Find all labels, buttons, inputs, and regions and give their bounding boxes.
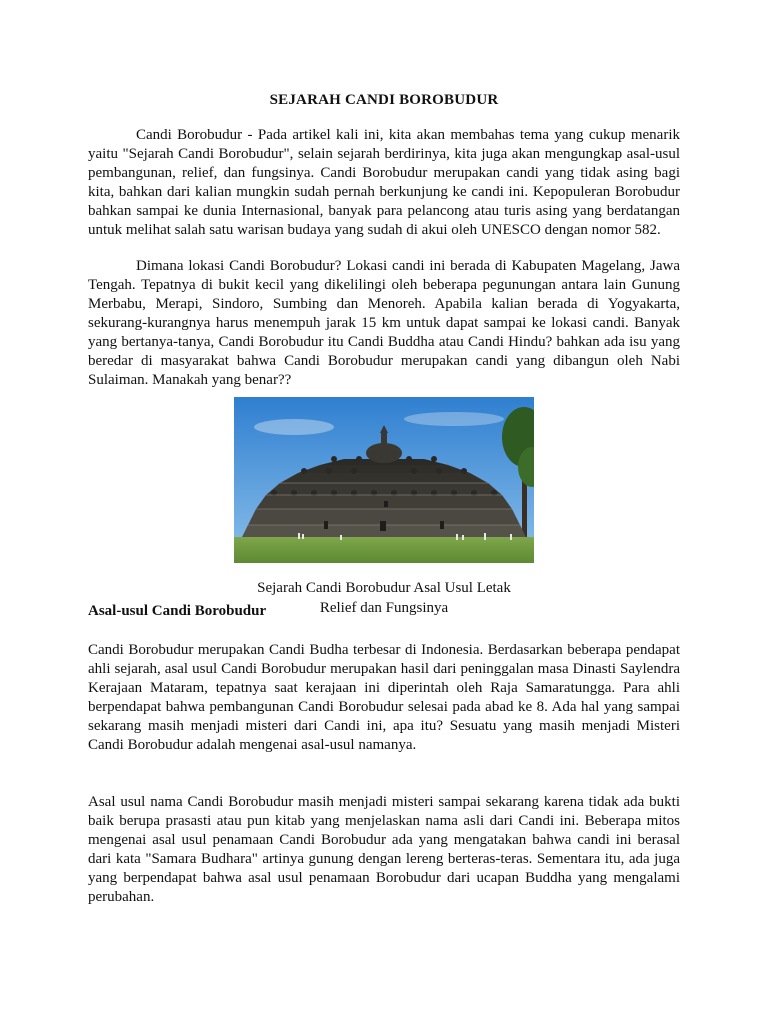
figure-caption-line-2: Relief dan Fungsinya <box>319 600 449 616</box>
intro-paragraph: Candi Borobudur - Pada artikel kali ini, kita akan membahas tema yang cukup menarik yaitu "Sejarah Candi Borobudur", selain sejarah berdirinya, kita juga akan mengungkap asal-usul pembangunan, relief, dan fungsinya. Candi Borobudur merupakan candi yang tidak asing bagi kita, bahkan dari kalian mungkin sudah pernah berkunjung ke candi ini. Kepopuleran Borobudur bahkan sampai ke dunia Internasional, banyak para pelancong atau turis asing yang berdatangan untuk melihat salah satu warisan budaya yang sudah di akui oleh UNESCO dengan nomor 582. <box>88 127 680 238</box>
figure-caption-line-1: Sejarah Candi Borobudur Asal Usul Letak <box>257 580 511 596</box>
section-heading: Asal-usul Candi Borobudur <box>88 603 267 619</box>
name-origin-paragraph: Asal usul nama Candi Borobudur masih menjadi misteri sampai sekarang karena tidak ada bukti baik berupa prasasti atau pun kitab yang menjelaskan nama asli dari Candi ini. Beberapa mitos mengenai asal usul penamaan Candi Borobudur ada yang mengatakan bahwa candi ini berasal dari kata "Samara Budhara" artinya gunung dengan lereng berteras-teras. Sementara itu, ada juga yang berpendapat bahwa asal usul penamaan Borobudur dari ucapan Buddha yang mengalami perubahan. <box>88 794 680 905</box>
borobudur-photo <box>234 397 534 563</box>
origin-paragraph: Candi Borobudur merupakan Candi Budha terbesar di Indonesia. Berdasarkan beberapa pendapat ahli sejarah, asal usul Candi Borobudur merupakan hasil dari peninggalan masa Dinasti Saylendra Kerajaan Mataram, tepatnya saat kerajaan ini diperintah oleh Raja Samaratungga. Para ahli berpendapat bahwa pembangunan Candi Borobudur selesai pada abad ke 8. Ada hal yang sampai sekarang masih menjadi misteri dari Candi ini, apa itu? Sesuatu yang masih menjadi Misteri Candi Borobudur adalah mengenai asal-usul namanya. <box>88 642 680 753</box>
location-paragraph: Dimana lokasi Candi Borobudur? Lokasi candi ini berada di Kabupaten Magelang, Jawa Tengah. Tepatnya di bukit kecil yang dikelilingi oleh beberapa pegunungan antara lain Gunung Merbabu, Merapi, Sindoro, Sumbing dan Menoreh. Apabila kalian berada di Yogyakarta, sekurang-kurangnya harus menempuh jarak 15 km untuk dapat sampai ke lokasi candi. Banyak yang bertanya-tanya, Candi Borobudur itu Candi Buddha atau Candi Hindu? bahkan ada isu yang beredar di masyarakat bahwa Candi Borobudur merupakan candi yang dibangun oleh Nabi Sulaiman. Manakah yang benar?? <box>88 258 680 388</box>
figure-caption <box>234 578 534 618</box>
borobudur-temple-illustration <box>234 397 534 563</box>
document-title: SEJARAH CANDI BOROBUDUR <box>269 92 499 108</box>
lawn <box>234 537 534 563</box>
